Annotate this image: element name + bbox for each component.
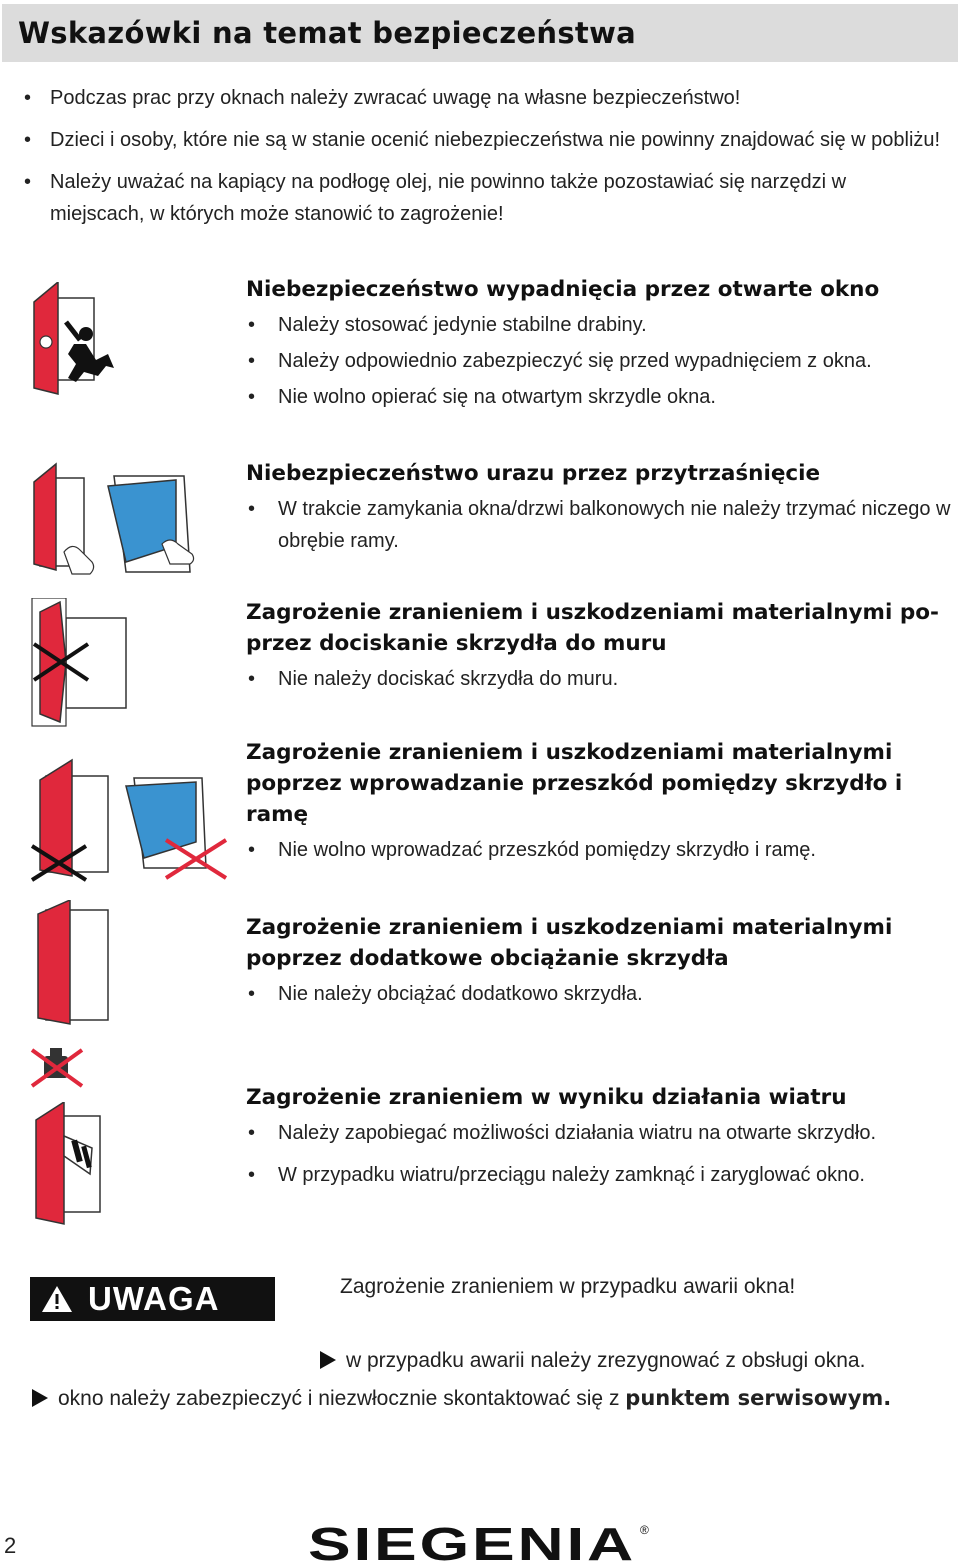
warning-text: Zagrożenie zranieniem w przypadku awarii okna! [340, 1275, 796, 1298]
obstacle-hazard-icon [26, 758, 231, 884]
page-header [2, 4, 958, 62]
list-item: • W przypadku wiatru/przeciągu należy zamknąć i zaryglować okno. [248, 1164, 865, 1186]
brand-name: SIEGENIA [308, 1520, 636, 1564]
section-title: Zagrożenie zranieniem i uszkodzeniami materialnymi poprzez dodatkowe obciążanie skrzydła [246, 915, 893, 971]
section-obstacles [246, 737, 958, 866]
page-number: 2 [4, 1533, 17, 1558]
section-title: Zagrożenie zranieniem i uszkodzeniami materialnymi poprzez wprowadzanie przeszkód pomiędzy skrzydło i ramę [246, 740, 903, 827]
warning-step: okno należy zabezpieczyć i niezwłocznie skontaktować się z punktem serwisowym. [32, 1383, 891, 1414]
list-item: • Należy stosować jedynie stabilne drabiny. [248, 314, 647, 336]
page-title: Wskazówki na temat bezpieczeństwa [18, 16, 637, 50]
warning-triangle-icon [40, 1284, 74, 1314]
service-point-text: punktem serwisowym. [625, 1386, 892, 1410]
list-item: • Nie należy dociskać skrzydła do muru. [248, 668, 619, 690]
registered-mark: ® [640, 1523, 649, 1537]
warning-label: UWAGA [88, 1280, 220, 1317]
section-title: Niebezpieczeństwo urazu przez przytrzaśnięcie [246, 461, 821, 486]
weight-load-icon [26, 900, 126, 1090]
list-item: • Należy uważać na kapiący na podłogę olej, nie powinno także pozostawiać się narzędzi w miejscach, w których może stanowić to zagrożenie! [24, 171, 847, 225]
wall-press-icon [26, 598, 136, 728]
list-item: • Dzieci i osoby, które nie są w stanie ocenić niebezpieczeństwa nie powinny znajdować się w pobliżu! [24, 129, 941, 151]
warning-step: w przypadku awarii należy zrezygnować z obsługi okna. [320, 1346, 865, 1376]
section-title: Zagrożenie zranieniem w wyniku działania wiatru [246, 1085, 847, 1110]
falling-person-icon [24, 282, 124, 400]
pinch-hazard-icon [26, 460, 206, 580]
windsock-icon [26, 1102, 126, 1228]
list-item: • Należy zapobiegać możliwości działania wiatru na otwarte skrzydło. [248, 1122, 877, 1144]
siegenia-logo [308, 1520, 653, 1564]
list-item: • W trakcie zamykania okna/drzwi balkonowych nie należy trzymać niczego w obrębie ramy. [248, 498, 951, 552]
section-load [246, 912, 958, 1010]
section-wind [246, 1082, 958, 1191]
section-falling [246, 274, 958, 413]
list-item: • Nie wolno wprowadzać przeszkód pomiędzy skrzydło i ramę. [248, 839, 816, 861]
list-item: • Należy odpowiednio zabezpieczyć się przed wypadnięciem z okna. [248, 350, 872, 372]
intro-list [22, 82, 942, 240]
section-pinching [246, 458, 958, 557]
arrow-right-icon [32, 1389, 48, 1407]
section-title: Zagrożenie zranieniem i uszkodzeniami materialnymi po-przez dociskanie skrzydła do muru [246, 600, 939, 656]
section-wall [246, 597, 958, 695]
list-item: • Nie wolno opierać się na otwartym skrzydle okna. [248, 386, 716, 408]
section-title: Niebezpieczeństwo wypadnięcia przez otwarte okno [246, 277, 880, 302]
list-item: • Nie należy obciążać dodatkowo skrzydła. [248, 983, 643, 1005]
list-item: • Podczas prac przy oknach należy zwracać uwagę na własne bezpieczeństwo! [24, 87, 741, 109]
arrow-right-icon [320, 1351, 336, 1369]
warning-badge [30, 1277, 275, 1321]
